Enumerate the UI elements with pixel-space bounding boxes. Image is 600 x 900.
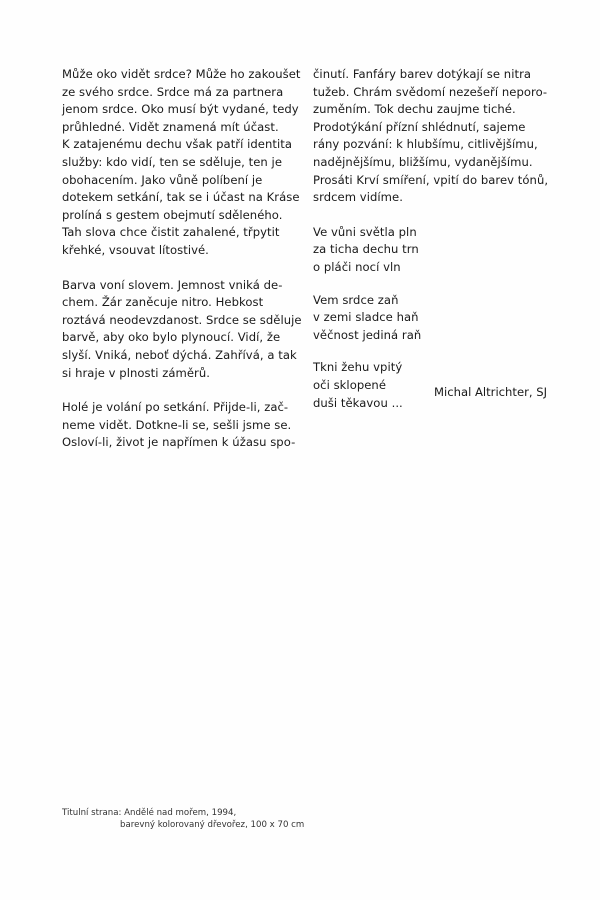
author-signature: Michal Altrichter, SJ [434, 385, 547, 399]
poem [313, 224, 553, 412]
text-line: chem. Žár zaněcuje nitro. Hebkost [62, 295, 264, 310]
text-line: služby: kdo vidí, ten se sděluje, ten je [62, 154, 283, 169]
text-line: tužeb. Chrám svědomí nezešeří neporo- [313, 84, 548, 99]
text-line: srdcem vidíme. [313, 190, 403, 205]
text-line: jenom srdce. Oko musí být vydané, tedy [62, 102, 299, 117]
text-line: průhledné. Vidět znamená mít účast. [62, 119, 279, 134]
stanza-spacer [313, 277, 553, 292]
paragraph-3 [62, 399, 302, 452]
poem-line: oči sklopené [313, 377, 387, 392]
text-line: Může oko vidět srdce? Může ho zakoušet [62, 67, 301, 81]
text-line: barvě, aby oko bylo plynoucí. Vidí, že [62, 330, 281, 345]
text-line: slyší. Vniká, neboť dýchá. Zahřívá, a tak [62, 347, 297, 362]
text-line: K zatajenému dechu však patří identita [62, 137, 293, 152]
caption-line: barevný kolorovaný dřevořez, 100 x 70 cm [120, 820, 305, 831]
right-column [313, 66, 553, 412]
paragraph-spacer [62, 382, 302, 399]
poem-spacer [313, 207, 553, 224]
left-column [62, 66, 302, 452]
poem-line: věčnost jediná raň [313, 327, 422, 342]
cover-caption [62, 807, 304, 832]
text-line: si hraje v plnosti záměrů. [62, 365, 210, 380]
paragraph-2 [62, 277, 302, 383]
text-line: prolíná s gestem obejmutí sděleného. [62, 207, 283, 222]
poem-line: za ticha dechu trn [313, 242, 419, 257]
text-line: neme vidět. Dotkne-li se, sešli jsme se. [62, 417, 292, 432]
poem-line: Tkni žehu vpitý [313, 360, 403, 375]
text-line: Prodotýkání přízní shlédnutí, sajeme [313, 119, 526, 134]
caption-line: Titulní strana: Andělé nad mořem, 1994, [62, 808, 237, 818]
text-line: dotekem setkání, tak se i účast na Kráse [62, 190, 300, 205]
poem-line: o pláči nocí vln [313, 259, 401, 274]
text-line: Barva voní slovem. Jemnost vniká de- [62, 277, 283, 292]
poem-line: Ve vůni světla pln [313, 224, 417, 239]
text-line: Osloví-li, život je napřímen k úžasu spo- [62, 435, 296, 450]
text-line: křehké, vsouvat lítostivé. [62, 242, 209, 257]
prose-continuation [313, 66, 553, 207]
paragraph-1 [62, 66, 302, 260]
text-line: ze svého srdce. Srdce má za partnera [62, 84, 284, 99]
poem-line: duši těkavou ... [313, 395, 403, 410]
poem-line: Vem srdce zaň [313, 292, 399, 307]
text-line: činutí. Fanfáry barev dotýkají se nitra [313, 67, 532, 81]
poem-line: v zemi sladce haň [313, 310, 419, 325]
text-line: rány pozvání: k hlubšímu, citlivějšímu, [313, 137, 538, 152]
text-line: zuměním. Tok dechu zaujme tiché. [313, 102, 516, 117]
text-line: Holé je volání po setkání. Přijde-li, zač- [62, 400, 289, 415]
text-line: obohacením. Jako vůně políbení je [62, 172, 263, 187]
text-line: Tah slova chce čistit zahalené, třpytit [62, 225, 280, 240]
paragraph-spacer [62, 260, 302, 277]
text-line: roztává neodevzdanost. Srdce se sděluje [62, 312, 302, 327]
poem-stanza-1 [313, 224, 553, 277]
poem-stanza-2 [313, 292, 553, 345]
stanza-spacer [313, 344, 553, 359]
text-line: Prosáti Krví smíření, vpití do barev tónů, [313, 172, 549, 187]
text-line: nadějnějšímu, bližšímu, vydanějšímu. [313, 154, 533, 169]
